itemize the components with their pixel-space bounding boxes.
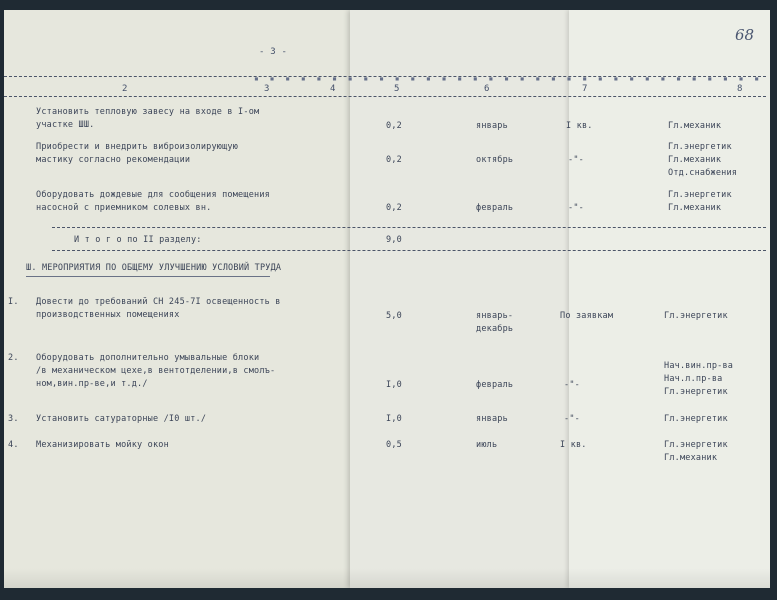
total-bottom-rule — [52, 250, 766, 251]
quarter-value: -"- — [568, 155, 584, 165]
period-value: октябрь — [476, 155, 514, 165]
item-number: I. — [8, 297, 19, 307]
document-page — [4, 10, 770, 588]
quarter-value: -"- — [568, 203, 584, 213]
amount-value: 0,2 — [386, 155, 402, 165]
section-title-underline — [26, 276, 270, 277]
period-value: январь — [476, 121, 508, 131]
quarter-value: -"- — [564, 380, 580, 390]
quarter-value: -"- — [564, 414, 580, 424]
responsible-value: Гл.энергетик Гл.механик — [668, 190, 732, 213]
item-number: 2. — [8, 353, 19, 363]
section-title: Ш. МЕРОПРИЯТИЯ ПО ОБЩЕМУ УЛУЧШЕНИЮ УСЛОВИЙ ТРУДА — [26, 263, 282, 273]
punched-holes-row: ▪ ▪ ▪ ▪ ▪ ▪ ▪ ▪ ▪ ▪ ▪ ▪ ▪ ▪ ▪ ▪ ▪ ▪ ▪ ▪ ▪ ▪ ▪ ▪ ▪ ▪ ▪ ▪ ▪ ▪ ▪ ▪ ▪ — [254, 74, 763, 83]
amount-value: 0,2 — [386, 203, 402, 213]
measure-text: Оборудовать дополнительно умывальные блоки /в механическом цехе,в вентотделении,в смолъ- ном,вин.пр-ве,и т.д./ — [36, 353, 276, 389]
quarter-value: I кв. — [566, 121, 593, 131]
amount-value: 0,2 — [386, 121, 402, 131]
column-header-3: 3 — [264, 84, 270, 94]
responsible-value: Гл.энергетик — [664, 311, 728, 321]
measure-text: Оборудовать дождевые для сообщения помещения насосной с приемником солевых вн. — [36, 190, 270, 213]
amount-value: I,0 — [386, 414, 402, 424]
column-header-5: 5 — [394, 84, 400, 94]
handwritten-page-number: 68 — [735, 26, 755, 44]
quarter-value: По заявкам — [560, 311, 614, 321]
column-header-8: 8 — [737, 84, 743, 94]
page-number: - 3 - — [259, 47, 288, 57]
measure-text: Довести до требований СН 245-7I освещенность в производственных помещениях — [36, 297, 281, 320]
period-value: февраль — [476, 203, 514, 213]
quarter-value: I кв. — [560, 440, 587, 450]
responsible-value: Гл.механик — [668, 121, 722, 131]
amount-value: 5,0 — [386, 311, 402, 321]
responsible-value: Нач.вин.пр-ва Нач.л.пр-ва Гл.энергетик — [664, 361, 734, 397]
total-amount: 9,0 — [386, 235, 402, 245]
header-bottom-rule — [4, 96, 766, 97]
measure-text: Механизировать мойку окон — [36, 440, 169, 450]
responsible-value: Гл.энергетик — [664, 414, 728, 424]
measure-text: Установить тепловую завесу на входе в I-ом участке ШШ. — [36, 107, 260, 130]
column-header-6: 6 — [484, 84, 490, 94]
measure-text: Приобрести и внедрить виброизолирующую мастику согласно рекомендации — [36, 142, 239, 165]
column-header-7: 7 — [582, 84, 588, 94]
measure-text: Установить сатураторные /I0 шт./ — [36, 414, 207, 424]
period-value: июль — [476, 440, 498, 450]
total-top-rule — [52, 227, 766, 228]
column-header-2: 2 — [122, 84, 128, 94]
period-value: январь — [476, 414, 508, 424]
responsible-value: Гл.энергетик Гл.механик Отд.снабжения — [668, 142, 738, 178]
amount-value: I,0 — [386, 380, 402, 390]
item-number: 3. — [8, 414, 19, 424]
total-label: И т о г о по II разделу: — [74, 235, 202, 245]
header-top-rule — [4, 76, 766, 77]
responsible-value: Гл.энергетик Гл.механик — [664, 440, 728, 463]
period-value: февраль — [476, 380, 514, 390]
amount-value: 0,5 — [386, 440, 402, 450]
column-header-4: 4 — [330, 84, 336, 94]
period-value: январь- декабрь — [476, 311, 514, 334]
item-number: 4. — [8, 440, 19, 450]
